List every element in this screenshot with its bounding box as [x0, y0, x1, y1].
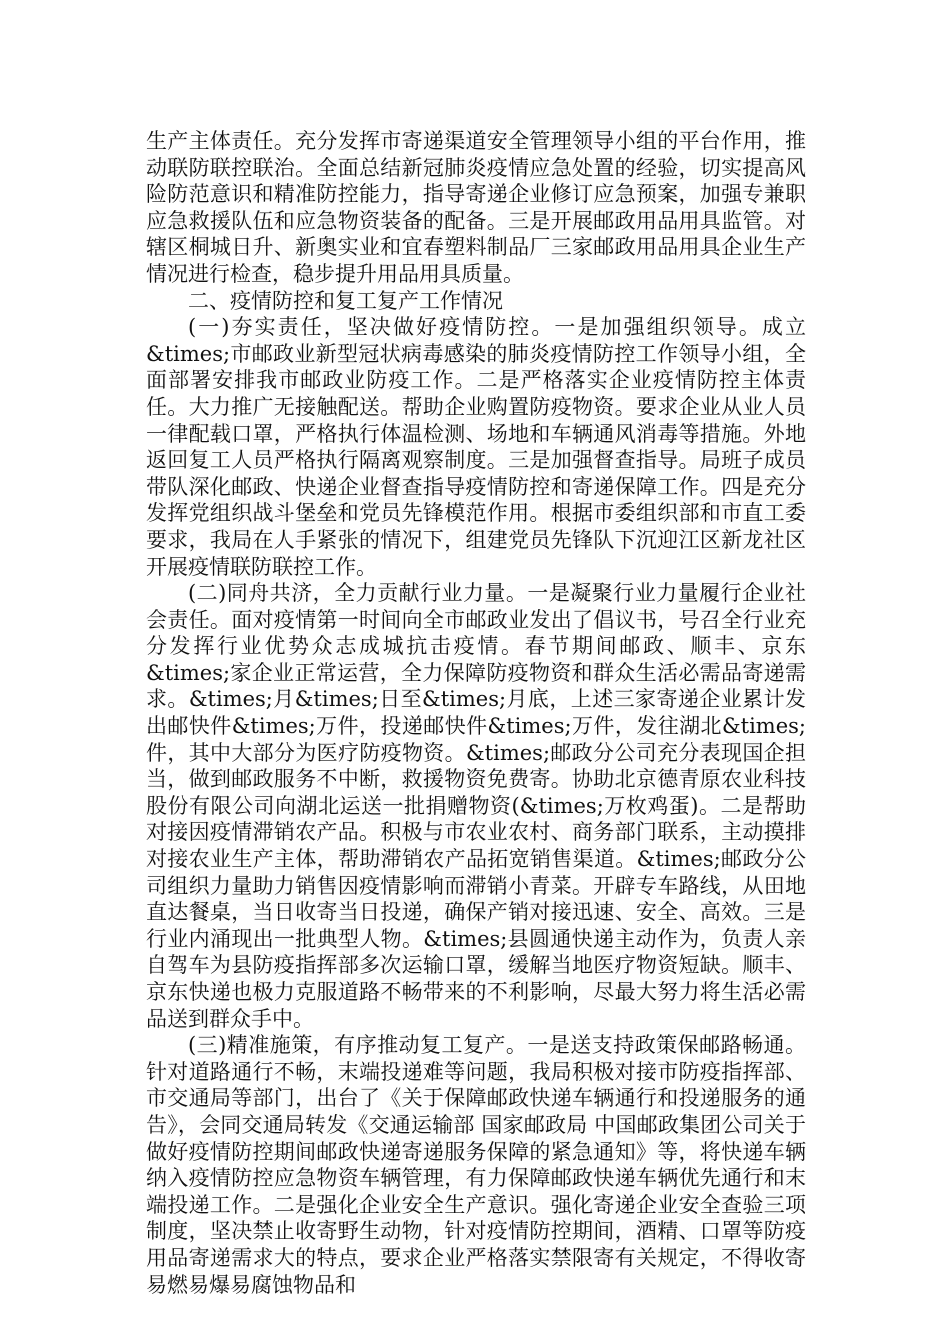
paragraph-resumption: (三)精准施策，有序推动复工复产。一是送支持政策保邮路畅通。针对道路通行不畅，末端投递难等问题，我局积极对接市防疫指挥部、市交通局等部门，出台了《关于保障邮政快递车辆通行和投递服务的通告》，会同交通局转发《交通运输部 国家邮政局 中国邮政集团公司关于做好疫情防控期间邮政快递寄递服务保障的紧急通知》等，将快递车辆纳入疫情防控应急物资车辆管理，有力保障邮政快递车辆优先通行和末端投递工作。二是强化企业安全生产意识。强化寄递企业安全查验三项制度，坚决禁止收寄野生动物，针对疫情防控期间，酒精、口罩等防疫用品寄递需求大的特点，要求企业严格落实禁限寄有关规定，不得收寄易燃易爆易腐蚀物品和 — [146, 1033, 806, 1297]
document-page — [146, 128, 806, 1298]
paragraph-responsibility: (一)夯实责任，坚决做好疫情防控。一是加强组织领导。成立&times;市邮政业新型冠状病毒感染的肺炎疫情防控工作领导小组，全面部署安排我市邮政业防疫工作。二是严格落实企业疫情防控主体责任。大力推广无接触配送。帮助企业购置防疫物资。要求企业从业人员一律配载口罩，严格执行体温检测、场地和车辆通风消毒等措施。外地返回复工人员严格执行隔离观察制度。三是加强督查指导。局班子成员带队深化邮政、快递企业督查指导疫情防控和寄递保障工作。四是充分发挥党组织战斗堡垒和党员先锋模范作用。根据市委组织部和市直工委要求，我局在人手紧张的情况下，组建党员先锋队下沉迎江区新龙社区开展疫情联防联控工作。 — [146, 315, 806, 579]
section-heading: 二、疫情防控和复工复产工作情况 — [188, 288, 503, 313]
paragraph-industry-support: (二)同舟共济，全力贡献行业力量。一是凝聚行业力量履行企业社会责任。面对疫情第一时间向全市邮政业发出了倡议书，号召全行业充分发挥行业优势众志成城抗击疫情。春节期间邮政、顺丰、京东&times;家企业正常运营，全力保障防疫物资和群众生活必需品寄递需求。&times;月&times;日至&times;月底，上述三家寄递企业累计发出邮快件&times;万件，投递邮快件&times;万件，发往湖北&times;件，其中大部分为医疗防疫物资。&times;邮政分公司充分表现国企担当，做到邮政服务不中断，救援物资免费寄。协助北京德青原农业科技股份有限公司向湖北运送一批捐赠物资(&times;万枚鸡蛋)。二是帮助对接因疫情滞销农产品。积极与市农业农村、商务部门联系，主动摸排对接农业生产主体，帮助滞销农产品拓宽销售渠道。&times;邮政分公司组织力量助力销售因疫情影响而滞销小青菜。开辟专车路线，从田地直达餐桌，当日收寄当日投递，确保产销对接迅速、安全、高效。三是行业内涌现出一批典型人物。&times;县圆通快递主动作为，负责人亲自驾车为县防疫指挥部多次运输口罩，缓解当地医疗物资短缺。顺丰、京东快递也极力克服道路不畅带来的不利影响，尽最大努力将生活必需品送到群众手中。 — [146, 581, 806, 1031]
paragraph-supervision: 生产主体责任。充分发挥市寄递渠道安全管理领导小组的平台作用，推动联防联控联治。全面总结新冠肺炎疫情应急处置的经验，切实提高风险防范意识和精准防控能力，指导寄递企业修订应急预案，加强专兼职应急救援队伍和应急物资装备的配备。三是开展邮政用品用具监管。对辖区桐城日升、新奥实业和宜春塑料制品厂三家邮政用品用具企业生产情况进行检查，稳步提升用品用具质量。 — [146, 129, 806, 286]
